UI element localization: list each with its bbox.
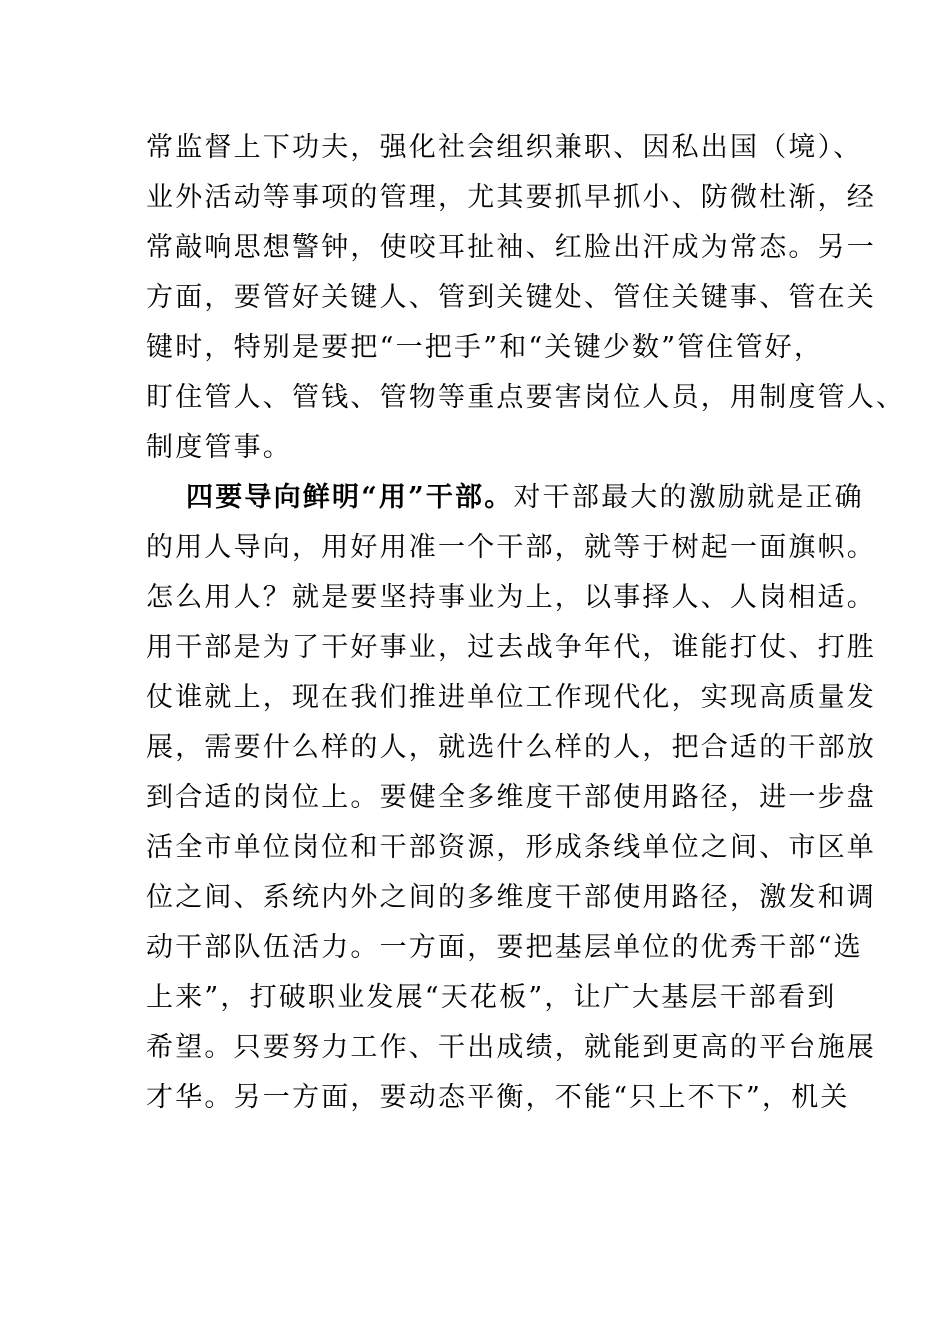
paragraph-1-line-1: 常监督上下功夫，强化社会组织兼职、因私出国（境）、	[146, 132, 863, 163]
paragraph-1-line-4: 方面，要管好关键人、管到关键处、管住关键事、管在关	[146, 282, 876, 313]
paragraph-2-line-12: 希望。只要努力工作、干出成绩，就能到更高的平台施展	[146, 1032, 876, 1063]
paragraph-2-line-1-rest: 对干部最大的激励就是正确	[513, 482, 864, 513]
paragraph-2-line-4: 用干部是为了干好事业，过去战争年代，谁能打仗、打胜	[146, 632, 876, 663]
paragraph-1-line-2: 业外活动等事项的管理，尤其要抓早抓小、防微杜渐，经	[146, 182, 876, 213]
paragraph-2-line-3: 怎么用人？就是要坚持事业为上，以事择人、人岗相适。	[146, 582, 876, 613]
paragraph-2-line-10: 动干部队伍活力。一方面，要把基层单位的优秀干部“选	[146, 932, 863, 963]
paragraph-1-line-5: 键时，特别是要把“一把手”和“关键少数”管住管好，	[146, 332, 824, 363]
paragraph-2-line-2: 的用人导向，用好用准一个干部，就等于树起一面旗帜。	[146, 532, 876, 563]
paragraph-2-line-5: 仗谁就上，现在我们推进单位工作现代化，实现高质量发	[146, 682, 876, 713]
paragraph-1-line-7: 制度管事。	[146, 432, 292, 463]
paragraph-2-lead-heading: 四要导向鲜明“用”干部。	[186, 482, 514, 513]
paragraph-2-line-11: 上来”，打破职业发展“天花板”，让广大基层干部看到	[146, 982, 837, 1013]
paragraph-2-line-7: 到合适的岗位上。要健全多维度干部使用路径，进一步盘	[146, 782, 876, 813]
paragraph-2-line-6: 展，需要什么样的人，就选什么样的人，把合适的干部放	[146, 732, 876, 763]
paragraph-2-line-1	[186, 478, 864, 518]
paragraph-1-line-3: 常敲响思想警钟，使咬耳扯袖、红脸出汗成为常态。另一	[146, 232, 876, 263]
paragraph-2-line-13: 才华。另一方面，要动态平衡，不能“只上不下”，机关	[146, 1082, 850, 1113]
paragraph-2-line-8: 活全市单位岗位和干部资源，形成条线单位之间、市区单	[146, 832, 876, 863]
paragraph-2-line-9: 位之间、系统内外之间的多维度干部使用路径，激发和调	[146, 882, 876, 913]
paragraph-1-line-6: 盯住管人、管钱、管物等重点要害岗位人员，用制度管人、	[146, 382, 906, 413]
